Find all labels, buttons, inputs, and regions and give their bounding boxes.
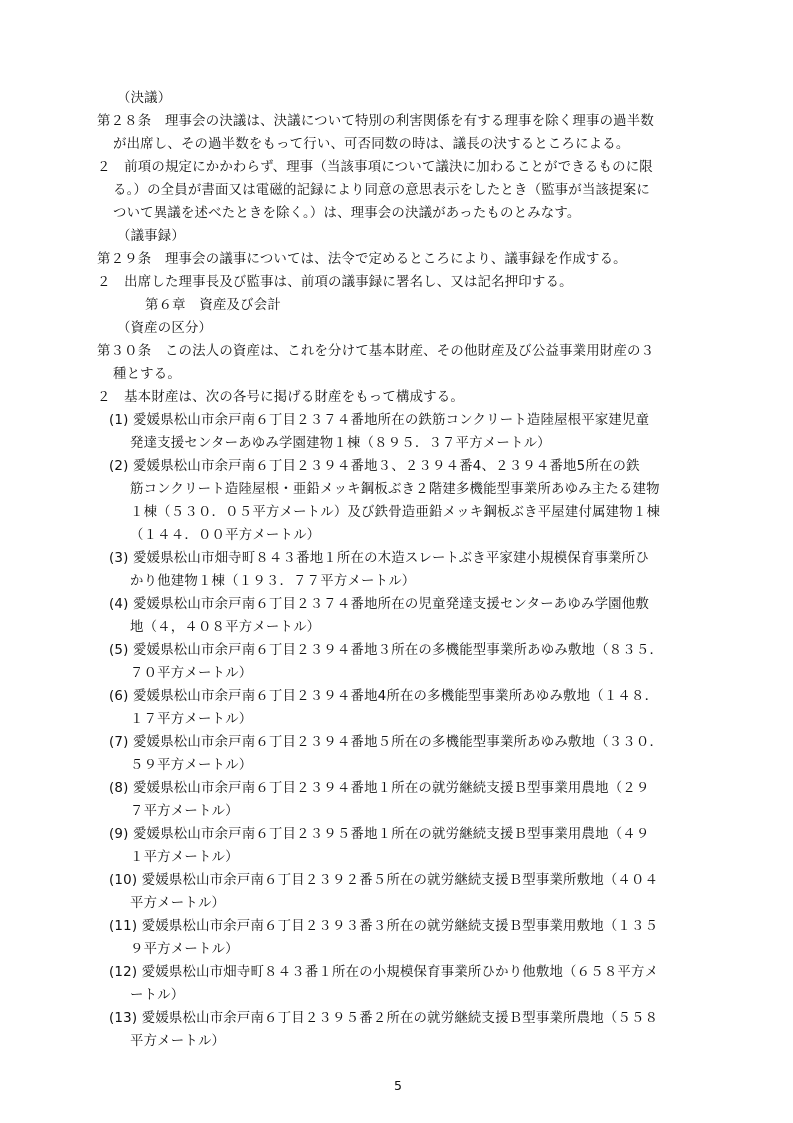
item-3-line-2: かり他建物１棟（１９３．７７平方メートル） bbox=[130, 574, 416, 589]
item-4-line-1: (4) 愛媛県松山市余戸南６丁目２３７４番地所在の児童発達支援センターあゆみ学園他敷 bbox=[109, 597, 649, 612]
item-5-line-2: ７０平方メートル） bbox=[130, 666, 253, 681]
item-7-line-1: (7) 愛媛県松山市余戸南６丁目２３９４番地５所在の多機能型事業所あゆみ敷地（３３０． bbox=[109, 735, 664, 750]
item-10-line-1: (10) 愛媛県松山市余戸南６丁目２３９２番５所在の就労継続支援Ｂ型事業所敷地（４０４ bbox=[109, 873, 659, 888]
item-9-line-1: (9) 愛媛県松山市余戸南６丁目２３９５番地１所在の就労継続支援Ｂ型事業用農地（４９ bbox=[109, 827, 650, 842]
article-28-line-1: 第２８条 理事会の決議は、決議について特別の利害関係を有する理事を除く理事の過半数 bbox=[97, 114, 654, 129]
item-7-line-2: ５９平方メートル） bbox=[130, 758, 253, 773]
article-29-p2-line-1: ２ 出席した理事長及び監事は、前項の議事録に署名し、又は記名押印する。 bbox=[97, 275, 573, 290]
item-2-line-4: （１４４．００平方メートル） bbox=[130, 528, 321, 543]
chapter-6-title: 第６章 資産及び会計 bbox=[145, 298, 281, 313]
item-11-line-1: (11) 愛媛県松山市余戸南６丁目２３９３番３所在の就労継続支援Ｂ型事業用敷地（１３５ bbox=[109, 919, 659, 934]
heading-shisan-kubun: （資産の区分） bbox=[117, 321, 213, 336]
article-28-p2-line-1: ２ 前項の規定にかかわらず、理事（当該事項について議決に加わることができるものに限 bbox=[97, 160, 653, 175]
article-29-line-1: 第２９条 理事会の議事については、法令で定めるところにより、議事録を作成する。 bbox=[97, 252, 627, 267]
item-2-line-1: (2) 愛媛県松山市余戸南６丁目２３９４番地３、２３９４番4、２３９４番地5所在の鉄 bbox=[109, 459, 640, 474]
article-30-line-2: 種とする。 bbox=[113, 367, 181, 382]
item-2-line-2: 筋コンクリート造陸屋根・亜鉛メッキ鋼板ぶき２階建多機能型事業所あゆみ主たる建物 bbox=[130, 482, 660, 497]
heading-gijiroku: （議事録） bbox=[117, 229, 185, 244]
item-1-line-2: 発達支援センターあゆみ学園建物１棟（８９５．３７平方メートル） bbox=[130, 436, 551, 451]
item-8-line-2: ７平方メートル） bbox=[130, 804, 239, 819]
item-9-line-2: １平方メートル） bbox=[130, 850, 239, 865]
article-28-p2-line-3: ついて異議を述べたときを除く。）は、理事会の決議があったものとみなす。 bbox=[113, 206, 581, 221]
article-30-line-1: 第３０条 この法人の資産は、これを分けて基本財産、その他財産及び公益事業用財産の３ bbox=[97, 344, 655, 359]
article-28-line-2: が出席し、その過半数をもって行い、可否同数の時は、議長の決するところによる。 bbox=[113, 137, 630, 152]
item-13-line-2: 平方メートル） bbox=[130, 1034, 226, 1049]
item-1-line-1: (1) 愛媛県松山市余戸南６丁目２３７４番地所在の鉄筋コンクリート造陸屋根平家建児童 bbox=[109, 413, 650, 428]
item-12-line-1: (12) 愛媛県松山市畑寺町８４３番１所在の小規模保育事業所ひかり他敷地（６５８平方メ bbox=[109, 965, 659, 980]
item-6-line-2: １７平方メートル） bbox=[130, 712, 253, 727]
article-30-p2-line-1: ２ 基本財産は、次の各号に掲げる財産をもって構成する。 bbox=[97, 390, 464, 405]
page-number: 5 bbox=[394, 1078, 403, 1093]
item-11-line-2: ９平方メートル） bbox=[130, 942, 239, 957]
item-13-line-1: (13) 愛媛県松山市余戸南６丁目２３９５番２所在の就労継続支援Ｂ型事業所農地（５５８ bbox=[109, 1011, 659, 1026]
heading-ketsugi: （決議） bbox=[117, 91, 172, 106]
item-10-line-2: 平方メートル） bbox=[130, 896, 226, 911]
item-12-line-2: ートル） bbox=[130, 988, 185, 1003]
item-2-line-3: １棟（５３０．０５平方メートル）及び鉄骨造亜鉛メッキ鋼板ぶき平屋建付属建物１棟 bbox=[130, 505, 661, 520]
item-4-line-2: 地（４，４０８平方メートル） bbox=[130, 620, 321, 635]
item-3-line-1: (3) 愛媛県松山市畑寺町８４３番地１所在の木造スレートぶき平家建小規模保育事業所ひ bbox=[109, 551, 649, 566]
item-5-line-1: (5) 愛媛県松山市余戸南６丁目２３９４番地３所在の多機能型事業所あゆみ敷地（８３５． bbox=[109, 643, 664, 658]
article-28-p2-line-2: る。）の全員が書面又は電磁的記録により同意の意思表示をしたとき（監事が当該提案に bbox=[113, 183, 650, 198]
item-8-line-1: (8) 愛媛県松山市余戸南６丁目２３９４番地１所在の就労継続支援Ｂ型事業用農地（２９ bbox=[109, 781, 650, 796]
item-6-line-1: (6) 愛媛県松山市余戸南６丁目２３９４番地4所在の多機能型事業所あゆみ敷地（１４８． bbox=[109, 689, 659, 704]
